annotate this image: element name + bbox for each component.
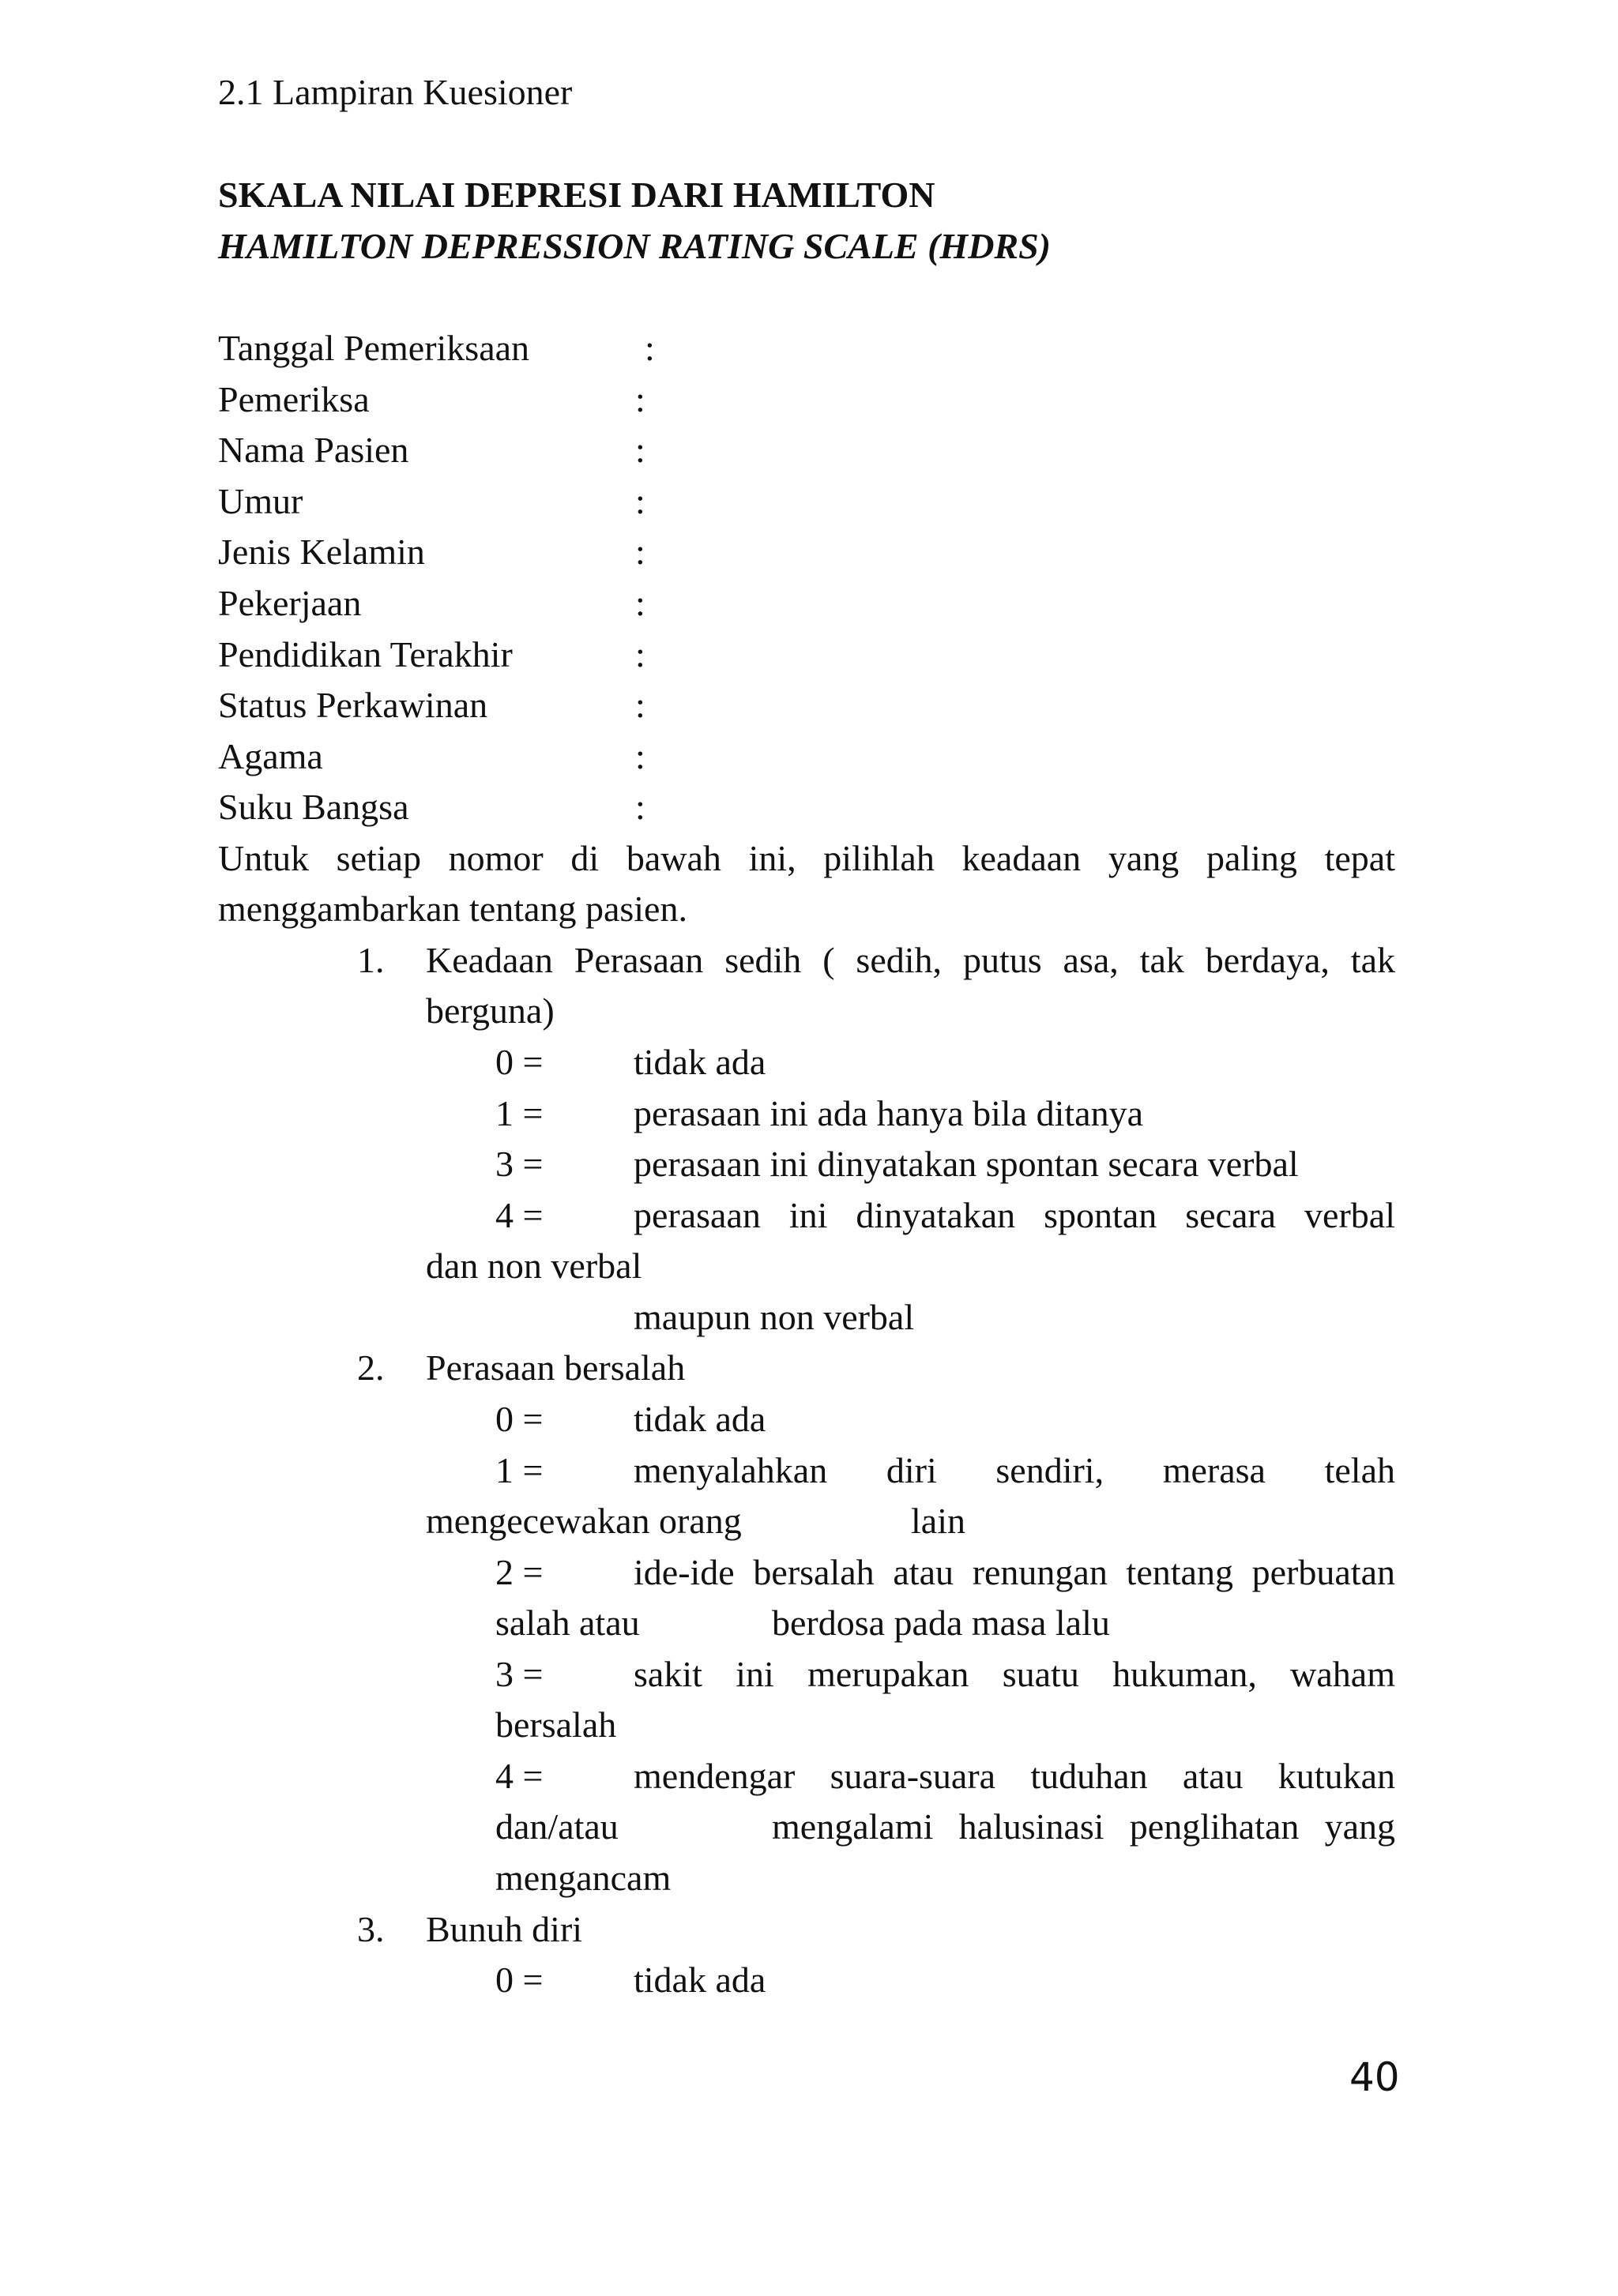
field-label: Pendidikan Terakhir bbox=[218, 634, 513, 675]
option-text: ide-ide bersalah atau renungan tentang perbuatan bbox=[634, 1552, 1395, 1592]
document-title: SKALA NILAI DEPRESI DARI HAMILTON bbox=[218, 175, 935, 215]
field-colon: : bbox=[635, 634, 645, 675]
section-heading: 2.1 Lampiran Kuesioner bbox=[218, 72, 573, 112]
field-label: Agama bbox=[218, 736, 323, 776]
option-text-continued: berdosa pada masa lalu bbox=[772, 1603, 1110, 1643]
option-text-continued: mengalami halusinasi penglihatan yang bbox=[772, 1806, 1395, 1847]
option-score: 4 = bbox=[495, 1195, 544, 1235]
field-label: Tanggal Pemeriksaan bbox=[218, 328, 530, 368]
instruction-line: menggambarkan tentang pasien. bbox=[218, 889, 687, 929]
option-score: 4 = bbox=[495, 1756, 544, 1796]
option-score: 0 = bbox=[495, 1399, 544, 1439]
item-number: 1. bbox=[357, 940, 385, 980]
option-text: perasaan ini ada hanya bila ditanya bbox=[634, 1093, 1143, 1133]
option-score: 2 = bbox=[495, 1552, 544, 1592]
option-text-continued: dan/atau bbox=[495, 1806, 619, 1847]
item-title: Keadaan Perasaan sedih ( sedih, putus asa, tak berdaya, tak bbox=[426, 940, 1395, 980]
option-text: tidak ada bbox=[634, 1960, 766, 2000]
field-colon: : bbox=[635, 379, 645, 419]
field-colon: : bbox=[635, 736, 645, 776]
field-label: Status Perkawinan bbox=[218, 685, 488, 725]
field-colon: : bbox=[645, 328, 655, 368]
option-text-continued: mengecewakan orang bbox=[426, 1501, 742, 1541]
option-text-continued: lain bbox=[911, 1501, 965, 1541]
item-title: berguna) bbox=[426, 990, 555, 1031]
option-text-continued: maupun non verbal bbox=[634, 1297, 915, 1337]
field-label: Pekerjaan bbox=[218, 583, 362, 623]
field-colon: : bbox=[635, 532, 645, 572]
option-text: tidak ada bbox=[634, 1399, 766, 1439]
option-text: menyalahkan diri sendiri, merasa telah bbox=[634, 1450, 1395, 1490]
document-subtitle: HAMILTON DEPRESSION RATING SCALE (HDRS) bbox=[218, 226, 1052, 266]
field-colon: : bbox=[635, 787, 645, 827]
field-label: Suku Bangsa bbox=[218, 787, 409, 827]
option-text: perasaan ini dinyatakan spontan secara verbal bbox=[634, 1144, 1299, 1184]
option-text: sakit ini merupakan suatu hukuman, waham bbox=[634, 1654, 1395, 1694]
page-number: 40 bbox=[1349, 2054, 1400, 2100]
option-text-continued: bersalah bbox=[495, 1704, 617, 1745]
field-label: Umur bbox=[218, 481, 303, 521]
option-score: 3 = bbox=[495, 1654, 544, 1694]
field-label: Jenis Kelamin bbox=[218, 532, 425, 572]
option-score: 3 = bbox=[495, 1144, 544, 1184]
item-number: 3. bbox=[357, 1909, 385, 1949]
field-colon: : bbox=[635, 685, 645, 725]
field-colon: : bbox=[635, 481, 645, 521]
instruction-line: Untuk setiap nomor di bawah ini, pilihlah keadaan yang paling tepat bbox=[218, 838, 1395, 878]
item-title: Bunuh diri bbox=[426, 1909, 583, 1949]
option-text: mendengar suara-suara tuduhan atau kutukan bbox=[634, 1756, 1395, 1796]
option-score: 0 = bbox=[495, 1042, 544, 1082]
option-text-continued: salah atau bbox=[495, 1603, 640, 1643]
option-text: perasaan ini dinyatakan spontan secara verbal bbox=[634, 1195, 1395, 1235]
item-title: Perasaan bersalah bbox=[426, 1347, 686, 1388]
option-score: 1 = bbox=[495, 1450, 544, 1490]
field-colon: : bbox=[635, 583, 645, 623]
item-number: 2. bbox=[357, 1347, 385, 1388]
option-score: 1 = bbox=[495, 1093, 544, 1133]
field-label: Nama Pasien bbox=[218, 430, 409, 470]
option-text-continued: dan non verbal bbox=[426, 1246, 642, 1286]
option-text-continued: mengancam bbox=[495, 1858, 672, 1898]
option-text: tidak ada bbox=[634, 1042, 766, 1082]
option-score: 0 = bbox=[495, 1960, 544, 2000]
field-label: Pemeriksa bbox=[218, 379, 370, 419]
field-colon: : bbox=[635, 430, 645, 470]
